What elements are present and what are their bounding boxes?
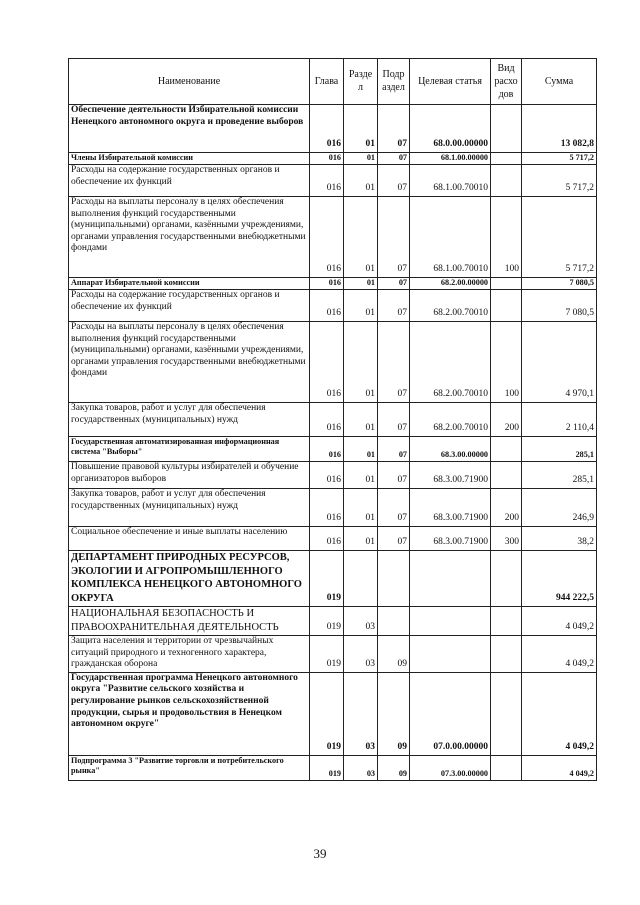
cell-name: Расходы на выплаты персоналу в целях обеспечения выполнения функций государственными (муниципальными) органами, казёнными учреждениями, органами управления государственными внебюджетными фондами [69, 322, 310, 403]
cell-razdel: 01 [344, 197, 378, 278]
cell-podrazdel: 07 [378, 105, 410, 153]
cell-name: Расходы на выплаты персоналу в целях обеспечения выполнения функций государственными (муниципальными) органами, казёнными учреждениями, органами управления государственными внебюджетными фондами [69, 197, 310, 278]
cell-razdel: 01 [344, 322, 378, 403]
cell-podrazdel: 07 [378, 489, 410, 527]
cell-expense-type [491, 105, 522, 153]
cell-target-article: 68.3.00.71900 [410, 489, 491, 527]
cell-name: ДЕПАРТАМЕНТ ПРИРОДНЫХ РЕСУРСОВ, ЭКОЛОГИИ И АГРОПРОМЫШЛЕННОГО КОМПЛЕКСА НЕНЕЦКОГО АВТОНОМНОГО ОКРУГА [69, 551, 310, 607]
cell-expense-type: 200 [491, 403, 522, 437]
cell-name: Защита населения и территории от чрезвычайных ситуаций природного и техногенного характера, гражданская оборона [69, 636, 310, 673]
cell-razdel: 01 [344, 153, 378, 165]
cell-sum: 13 082,8 [522, 105, 597, 153]
cell-name: Аппарат Избирательной комиссии [69, 278, 310, 290]
cell-expense-type [491, 153, 522, 165]
cell-name: Подпрограмма 3 "Развитие торговли и потребительского рынка" [69, 755, 310, 780]
cell-podrazdel: 07 [378, 462, 410, 489]
cell-name: Члены Избирательной комиссии [69, 153, 310, 165]
cell-podrazdel [378, 551, 410, 607]
cell-razdel: 01 [344, 165, 378, 197]
cell-sum: 7 080,5 [522, 290, 597, 322]
cell-razdel: 01 [344, 489, 378, 527]
table-row [69, 437, 597, 462]
cell-podrazdel: 07 [378, 290, 410, 322]
cell-expense-type [491, 636, 522, 673]
cell-razdel: 01 [344, 527, 378, 551]
cell-sum: 4 970,1 [522, 322, 597, 403]
cell-razdel: 01 [344, 462, 378, 489]
cell-razdel: 01 [344, 290, 378, 322]
cell-name: Государственная автоматизированная информационная система "Выборы" [69, 437, 310, 462]
cell-podrazdel: 09 [378, 755, 410, 780]
table-body [69, 105, 597, 781]
cell-target-article: 68.3.00.71900 [410, 527, 491, 551]
cell-expense-type: 100 [491, 197, 522, 278]
cell-target-article: 68.2.00.70010 [410, 403, 491, 437]
cell-target-article: 07.3.00.00000 [410, 755, 491, 780]
cell-expense-type [491, 551, 522, 607]
cell-podrazdel: 07 [378, 437, 410, 462]
cell-expense-type [491, 755, 522, 780]
cell-glava: 016 [310, 290, 344, 322]
cell-name: Закупка товаров, работ и услуг для обеспечения государственных (муниципальных) нужд [69, 489, 310, 527]
cell-name: Расходы на содержание государственных органов и обеспечение их функций [69, 165, 310, 197]
table-row [69, 290, 597, 322]
cell-sum: 38,2 [522, 527, 597, 551]
cell-podrazdel: 07 [378, 153, 410, 165]
cell-name: Повышение правовой культуры избирателей и обучение организаторов выборов [69, 462, 310, 489]
table-row [69, 153, 597, 165]
table-row [69, 551, 597, 607]
cell-name: Государственная программа Ненецкого автономного округа "Развитие сельского хозяйства и регулирование рынков сельскохозяйственной продукции, сырья и продовольствия в Ненецком автономном округе" [69, 672, 310, 755]
cell-target-article [410, 636, 491, 673]
cell-glava: 016 [310, 437, 344, 462]
cell-expense-type [491, 437, 522, 462]
cell-sum: 4 049,2 [522, 672, 597, 755]
cell-sum: 5 717,2 [522, 165, 597, 197]
table-header-row [69, 59, 597, 105]
cell-target-article [410, 607, 491, 636]
cell-podrazdel: 09 [378, 672, 410, 755]
cell-target-article: 68.3.00.00000 [410, 437, 491, 462]
table-row [69, 672, 597, 755]
cell-glava: 016 [310, 322, 344, 403]
cell-glava: 016 [310, 153, 344, 165]
cell-razdel: 01 [344, 437, 378, 462]
table-row [69, 462, 597, 489]
column-header-razdel: Разде л [344, 59, 378, 105]
column-header-sum: Сумма [522, 59, 597, 105]
cell-name: Социальное обеспечение и иные выплаты населению [69, 527, 310, 551]
cell-razdel: 01 [344, 105, 378, 153]
column-header-expense-type: Вид расхо дов [491, 59, 522, 105]
cell-name: Обеспечение деятельности Избирательной комиссии Ненецкого автономного округа и проведение выборов [69, 105, 310, 153]
cell-target-article: 68.3.00.71900 [410, 462, 491, 489]
cell-razdel: 01 [344, 403, 378, 437]
cell-expense-type [491, 165, 522, 197]
cell-podrazdel: 07 [378, 322, 410, 403]
table-row [69, 489, 597, 527]
cell-glava: 016 [310, 403, 344, 437]
cell-expense-type: 200 [491, 489, 522, 527]
cell-target-article: 68.1.00.70010 [410, 165, 491, 197]
cell-glava: 019 [310, 551, 344, 607]
column-header-podrazdel: Подр аздел [378, 59, 410, 105]
cell-target-article: 68.2.00.00000 [410, 278, 491, 290]
column-header-name: Наименование [69, 59, 310, 105]
cell-target-article: 68.0.00.00000 [410, 105, 491, 153]
cell-sum: 246,9 [522, 489, 597, 527]
cell-sum: 7 080,5 [522, 278, 597, 290]
cell-glava: 016 [310, 165, 344, 197]
cell-expense-type [491, 278, 522, 290]
column-header-target-article: Целевая статья [410, 59, 491, 105]
cell-razdel: 03 [344, 636, 378, 673]
cell-sum: 285,1 [522, 437, 597, 462]
cell-glava: 016 [310, 462, 344, 489]
cell-podrazdel [378, 607, 410, 636]
cell-razdel: 01 [344, 278, 378, 290]
cell-sum: 944 222,5 [522, 551, 597, 607]
table-row [69, 278, 597, 290]
cell-expense-type: 100 [491, 322, 522, 403]
cell-target-article: 07.0.00.00000 [410, 672, 491, 755]
cell-podrazdel: 07 [378, 278, 410, 290]
cell-sum: 4 049,2 [522, 607, 597, 636]
cell-razdel: 03 [344, 755, 378, 780]
cell-sum: 285,1 [522, 462, 597, 489]
cell-name: НАЦИОНАЛЬНАЯ БЕЗОПАСНОСТЬ И ПРАВООХРАНИТЕЛЬНАЯ ДЕЯТЕЛЬНОСТЬ [69, 607, 310, 636]
cell-glava: 019 [310, 607, 344, 636]
cell-podrazdel: 07 [378, 403, 410, 437]
cell-expense-type [491, 607, 522, 636]
cell-sum: 4 049,2 [522, 636, 597, 673]
cell-glava: 016 [310, 278, 344, 290]
cell-glava: 016 [310, 489, 344, 527]
cell-glava: 019 [310, 636, 344, 673]
cell-name: Расходы на содержание государственных органов и обеспечение их функций [69, 290, 310, 322]
cell-target-article: 68.1.00.70010 [410, 197, 491, 278]
cell-glava: 016 [310, 527, 344, 551]
budget-table [68, 58, 597, 781]
cell-target-article [410, 551, 491, 607]
cell-expense-type: 300 [491, 527, 522, 551]
cell-expense-type [491, 290, 522, 322]
cell-podrazdel: 07 [378, 197, 410, 278]
cell-sum: 5 717,2 [522, 153, 597, 165]
cell-glava: 016 [310, 105, 344, 153]
cell-razdel: 03 [344, 607, 378, 636]
cell-target-article: 68.2.00.70010 [410, 290, 491, 322]
cell-razdel: 03 [344, 672, 378, 755]
table-row [69, 607, 597, 636]
cell-name: Закупка товаров, работ и услуг для обеспечения государственных (муниципальных) нужд [69, 403, 310, 437]
cell-sum: 5 717,2 [522, 197, 597, 278]
cell-glava: 019 [310, 755, 344, 780]
cell-expense-type [491, 462, 522, 489]
table-row [69, 105, 597, 153]
table-row [69, 322, 597, 403]
cell-razdel [344, 551, 378, 607]
cell-podrazdel: 07 [378, 527, 410, 551]
table-row [69, 755, 597, 780]
cell-expense-type [491, 672, 522, 755]
cell-sum: 4 049,2 [522, 755, 597, 780]
table-row [69, 527, 597, 551]
cell-glava: 019 [310, 672, 344, 755]
column-header-glava: Глава [310, 59, 344, 105]
cell-target-article: 68.2.00.70010 [410, 322, 491, 403]
cell-target-article: 68.1.00.00000 [410, 153, 491, 165]
cell-podrazdel: 09 [378, 636, 410, 673]
page-number: 39 [313, 846, 327, 861]
cell-sum: 2 110,4 [522, 403, 597, 437]
table-row [69, 197, 597, 278]
cell-glava: 016 [310, 197, 344, 278]
table-row [69, 165, 597, 197]
cell-podrazdel: 07 [378, 165, 410, 197]
table-row [69, 636, 597, 673]
table-row [69, 403, 597, 437]
